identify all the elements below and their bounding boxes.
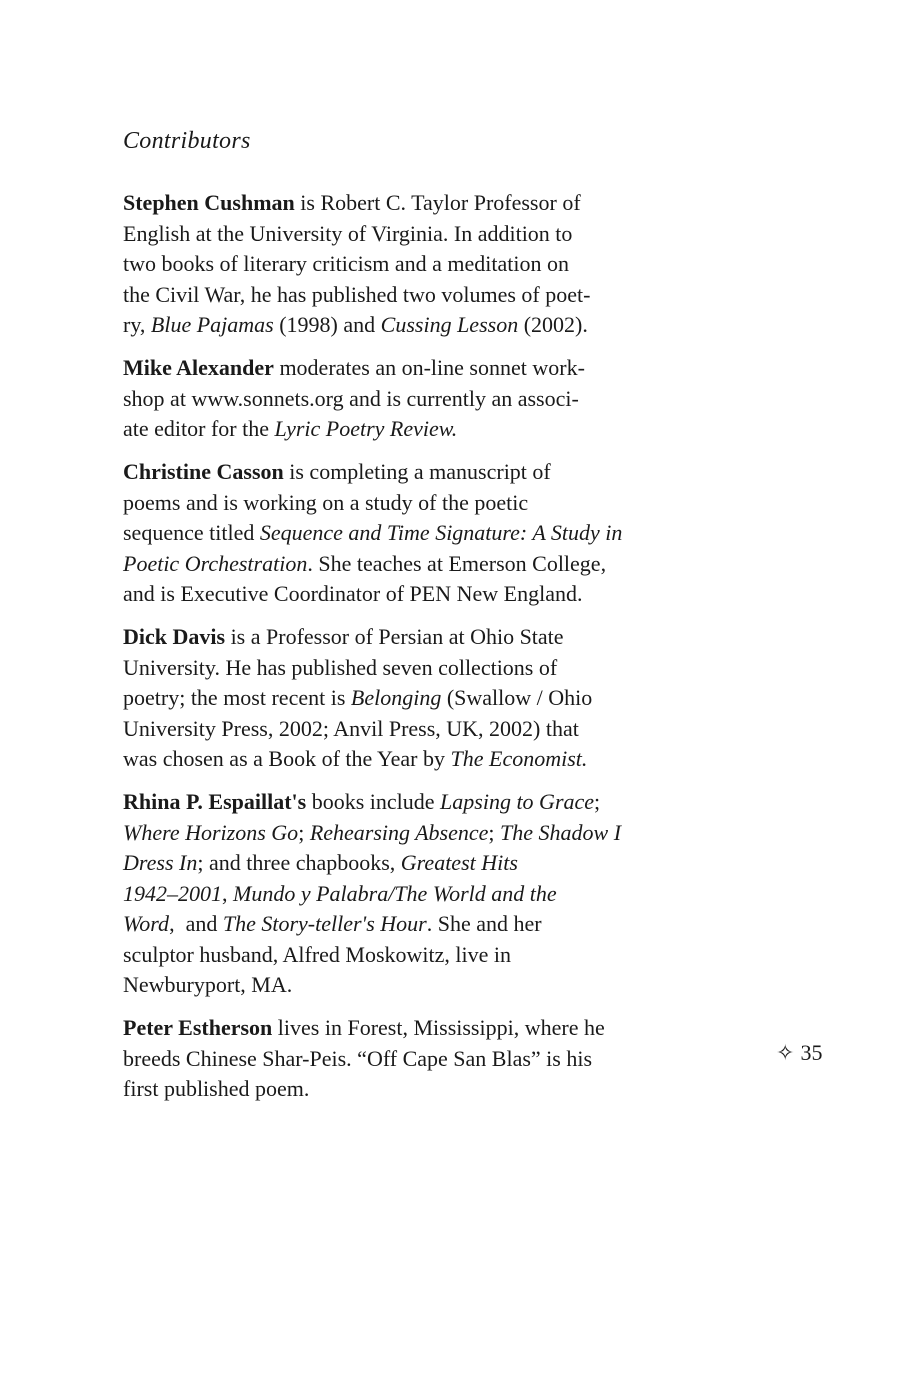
entry-line: Poetic Orchestration. She teaches at Emerson College, [123, 550, 607, 576]
contributor-name: Peter Estherson [123, 1015, 273, 1040]
entry-line: shop at www.sonnets.org and is currently an associ- [123, 385, 579, 411]
entry-line: was chosen as a Book of the Year by The Economist. [123, 746, 588, 771]
book-title: Rehearsing Absence [309, 819, 489, 845]
study-title: Sequence and Time Signature: A Study in [259, 520, 623, 545]
entry-line: Dick Davis is a Professor of Persian at Ohio State [123, 624, 564, 649]
contributor-entry-casson [123, 457, 641, 610]
contributor-entry-estherson [123, 1013, 641, 1105]
page-number: 35 [800, 1040, 823, 1065]
entry-line: two books of literary criticism and a meditation on [123, 251, 570, 276]
book-title: Lapsing to Grace [440, 789, 595, 814]
entry-line: Christine Casson is completing a manuscript of [123, 459, 551, 484]
contributors-list [123, 188, 641, 1117]
entry-line: Dress In; and three chapbooks, Greatest Hits [123, 850, 518, 875]
entry-line: University Press, 2002; Anvil Press, UK, 2002) that [123, 715, 579, 741]
contributor-name: Rhina P. Espaillat's [123, 789, 307, 814]
entry-line: ate editor for the Lyric Poetry Review. [123, 416, 458, 441]
entry-line: Peter Estherson lives in Forest, Mississippi, where he [123, 1015, 605, 1040]
book-title: 1942–2001 [123, 880, 222, 906]
contributor-entry-cushman [123, 188, 641, 341]
contributor-entry-espaillat [123, 787, 641, 1001]
contributor-name: Stephen Cushman [123, 190, 295, 215]
entry-line: Newburyport, MA. [123, 972, 293, 997]
publication-title: Lyric Poetry Review. [274, 416, 458, 441]
contributor-name: Mike Alexander [123, 355, 274, 380]
entry-line: University. He has published seven collections of [123, 654, 558, 680]
study-title: Poetic Orchestration [123, 550, 308, 576]
entry-line: Rhina P. Espaillat's books include Lapsing to Grace; [123, 789, 601, 814]
book-title: Word [123, 911, 170, 936]
entry-line: sequence titled Sequence and Time Signature: A Study in [123, 520, 623, 545]
entry-line: poetry; the most recent is Belonging (Swallow / Ohio [123, 685, 593, 710]
entry-line: Mike Alexander moderates an on-line sonnet work- [123, 355, 585, 380]
book-title: The Shadow I [500, 819, 622, 845]
contributor-name: Dick Davis [123, 624, 226, 649]
book-title: Where Horizons Go [123, 819, 299, 845]
book-title: The Story-teller's Hour [222, 911, 427, 936]
four-pointed-star-icon: ✧ [776, 1040, 795, 1065]
book-title: Mundo y Palabra/The World and the [233, 880, 557, 906]
entry-line: English at the University of Virginia. In addition to [123, 220, 573, 246]
book-title: Greatest Hits [400, 850, 518, 875]
book-title: Belonging [350, 685, 442, 710]
contributor-name: Christine Casson [123, 459, 284, 484]
entry-line: breeds Chinese Shar-Peis. “Off Cape San Blas” is his [123, 1045, 593, 1071]
book-title: Blue Pajamas [150, 312, 274, 337]
contributor-entry-davis [123, 622, 641, 775]
entry-line: and is Executive Coordinator of PEN New England. [123, 581, 583, 606]
entry-line: poems and is working on a study of the poetic [123, 489, 529, 515]
book-title: Cussing Lesson [380, 312, 519, 337]
entry-line: Stephen Cushman is Robert C. Taylor Professor of [123, 190, 581, 215]
entry-line: first published poem. [123, 1076, 310, 1101]
entry-line: Where Horizons Go; Rehearsing Absence; The Shadow I [123, 819, 622, 845]
book-title: Dress In [123, 850, 198, 875]
contributor-entry-alexander [123, 353, 641, 445]
page-folio [776, 1038, 822, 1068]
entry-line: the Civil War, he has published two volumes of poet- [123, 281, 591, 307]
entry-line: 1942–2001, Mundo y Palabra/The World and the [123, 880, 557, 906]
publication-title: The Economist. [450, 746, 588, 771]
entry-line: ry, Blue Pajamas (1998) and Cussing Lesson (2002). [123, 312, 588, 337]
entry-line: Word, and The Story-teller's Hour. She and her [123, 911, 542, 936]
page-heading: Contributors [123, 128, 251, 154]
entry-line: sculptor husband, Alfred Moskowitz, live in [123, 941, 512, 967]
